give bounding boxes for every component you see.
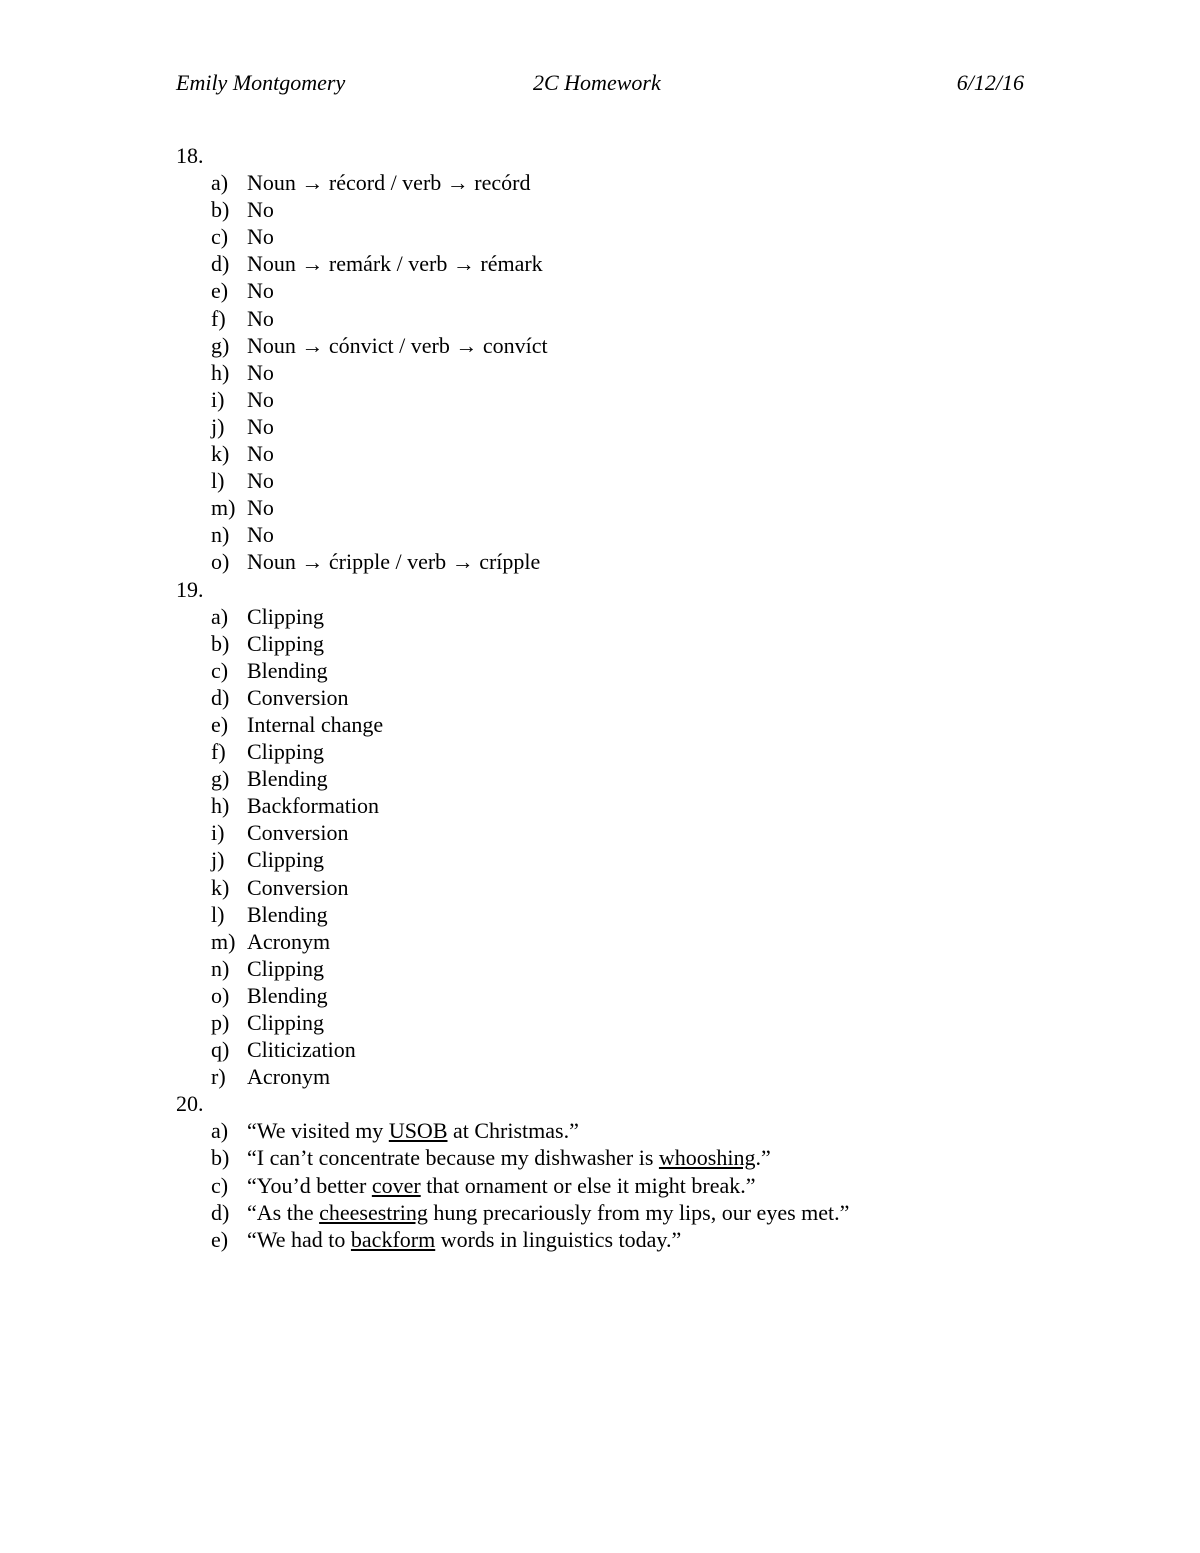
author-name: Emily Montgomery [176,70,346,95]
answer-item [176,332,1024,359]
item-answer [247,603,324,630]
answer-text: No [247,278,274,304]
answer-item [176,386,1024,413]
answer-text: words in linguistics today.” [435,1226,682,1252]
answer-item [176,630,1024,657]
item-letter: o) [211,982,230,1008]
answer-item [176,657,1024,684]
item-letter: l) [211,901,225,927]
item-answer [247,1144,771,1171]
item-letter: n) [211,522,230,548]
item-answer [247,277,274,304]
answer-item [176,250,1024,277]
answer-text: No [247,305,274,331]
item-answer [247,792,379,819]
answer-text: recórd [468,170,531,196]
item-letter: a) [211,170,229,196]
answer-item [176,738,1024,765]
item-answer [247,1009,324,1036]
item-letter: m) [211,495,236,521]
item-answer [247,1226,681,1253]
item-letter: n) [211,955,230,981]
item-answer [247,1172,756,1199]
item-letter: p) [211,1010,230,1035]
item-letter: c) [211,657,229,683]
answer-text: Clipping [247,1010,325,1035]
item-answer [247,1063,330,1090]
page-header [176,70,1024,102]
answer-item [176,846,1024,873]
answer-text: remárk / verb [323,251,453,277]
answer-item [176,169,1024,196]
item-letter: g) [211,766,230,792]
item-answer [247,955,324,982]
item-letter: e) [211,278,229,304]
answer-text: “We visited my [247,1118,389,1144]
answer-item [176,277,1024,304]
item-answer [247,928,330,955]
item-letter: d) [211,251,230,277]
item-answer [247,982,328,1009]
item-answer [247,196,274,223]
answer-item [176,765,1024,792]
item-answer [247,467,274,494]
answer-item [176,196,1024,223]
question-number: 19. [176,576,204,602]
answer-item [176,467,1024,494]
answer-text: Blending [247,657,328,683]
answer-text: cónvict / verb [323,332,456,358]
item-answer [247,1036,356,1063]
answer-item [176,684,1024,711]
item-letter: b) [211,197,230,223]
answer-item [176,305,1024,332]
answer-text: .” [755,1145,771,1171]
item-answer [247,332,548,359]
answer-text: No [247,468,274,494]
item-letter: a) [211,1118,229,1144]
arrow-right-icon: → [452,251,475,277]
arrow-right-icon: → [301,332,324,358]
item-letter: r) [211,1064,226,1090]
item-letter: j) [211,413,225,439]
item-answer [247,738,324,765]
item-answer [247,765,328,792]
arrow-right-icon: → [301,251,324,277]
answer-item [176,494,1024,521]
answer-text: Acronym [247,928,331,954]
answer-item [176,1036,1024,1063]
answer-text: Conversion [247,684,349,710]
answer-text: No [247,413,274,439]
answer-text: Noun [247,332,302,358]
item-answer [247,1199,849,1226]
document-date: 6/12/16 [956,70,1024,95]
answer-text: Noun [247,251,302,277]
item-letter: e) [211,1226,229,1252]
item-letter: a) [211,603,229,629]
answer-item [176,359,1024,386]
answer-text: “You’d better [247,1172,372,1198]
answer-text: rémark [474,251,543,277]
item-answer [247,386,274,413]
item-letter: f) [211,305,226,331]
item-letter: q) [211,1037,230,1063]
item-letter: b) [211,1145,230,1171]
item-answer [247,846,324,873]
underlined-word: whooshing [658,1145,756,1171]
item-letter: m) [211,928,236,954]
item-answer [247,521,274,548]
answer-text: No [247,197,274,223]
answer-text: Clipping [247,739,325,765]
answer-text: récord / verb [323,170,447,196]
answer-text: No [247,441,274,467]
question-number: 18. [176,143,204,168]
item-answer [247,169,530,196]
answers-list [176,142,1024,1253]
answer-item [176,1226,1024,1253]
item-letter: h) [211,793,230,819]
answer-text: Blending [247,766,328,792]
item-letter: o) [211,549,230,575]
answer-item [176,819,1024,846]
arrow-right-icon: → [451,549,474,575]
item-answer [247,630,324,657]
arrow-right-icon: → [301,170,324,196]
answer-text: at Christmas.” [447,1118,579,1144]
answer-text: No [247,359,274,385]
item-answer [247,413,274,440]
item-letter: d) [211,1199,230,1225]
item-letter: b) [211,630,230,656]
answer-text: No [247,224,274,250]
item-answer [247,901,328,928]
answer-item [176,901,1024,928]
answer-text: No [247,495,274,521]
item-letter: g) [211,332,230,358]
answer-item [176,874,1024,901]
answer-text: Blending [247,901,328,927]
item-answer [247,250,543,277]
answer-item [176,548,1024,575]
answer-text: Acronym [247,1064,331,1090]
underlined-word: cheesestring [319,1199,428,1225]
answer-item [176,1009,1024,1036]
answer-item [176,440,1024,467]
answer-text: “I can’t concentrate because my dishwasher is [247,1145,659,1171]
answer-item [176,711,1024,738]
answer-text: Clipping [247,847,325,873]
item-letter: f) [211,739,226,765]
arrow-right-icon: → [455,332,478,358]
answer-text: Conversion [247,820,349,846]
item-letter: k) [211,874,230,900]
item-answer [247,711,383,738]
answer-item [176,413,1024,440]
answer-text: “As the [247,1199,320,1225]
arrow-right-icon: → [301,549,324,575]
answer-item [176,928,1024,955]
item-letter: l) [211,468,225,494]
answer-item [176,792,1024,819]
item-answer [247,819,348,846]
item-letter: h) [211,359,230,385]
item-answer [247,494,274,521]
arrow-right-icon: → [446,170,469,196]
answer-item [176,982,1024,1009]
answer-item [176,1063,1024,1090]
answer-item [176,955,1024,982]
item-answer [247,1117,579,1144]
item-answer [247,874,348,901]
answer-text: ćripple / verb [323,549,452,575]
answer-text: No [247,522,274,548]
answer-text: Conversion [247,874,349,900]
answer-text: Cliticization [247,1037,356,1063]
item-letter: c) [211,1172,229,1198]
item-letter: e) [211,711,229,737]
item-answer [247,548,540,575]
item-answer [247,440,274,467]
item-answer [247,223,274,250]
answer-item [176,521,1024,548]
answer-text: Noun [247,549,302,575]
question-number: 20. [176,1091,204,1117]
item-letter: d) [211,684,230,710]
answer-text: Internal change [247,711,384,737]
answer-text: Blending [247,982,328,1008]
answer-text: hung precariously from my lips, our eyes met.” [427,1199,850,1225]
underlined-word: USOB [388,1118,448,1144]
answer-text: Clipping [247,955,325,981]
answer-text: Backformation [247,793,379,819]
item-answer [247,657,328,684]
answer-text: Clipping [247,603,325,629]
answer-item [176,603,1024,630]
answer-text: Noun [247,170,302,196]
answer-text: that ornament or else it might break.” [420,1172,756,1198]
item-answer [247,359,274,386]
item-letter: k) [211,441,230,467]
answer-text: No [247,386,274,412]
answer-item [176,1199,1024,1226]
item-letter: j) [211,847,225,873]
document-title: 2C Homework [533,70,661,95]
item-answer [247,684,348,711]
item-letter: c) [211,224,229,250]
underlined-word: backform [350,1226,436,1252]
answer-item [176,1117,1024,1144]
answer-text: Clipping [247,630,325,656]
answer-item [176,1172,1024,1199]
underlined-word: cover [371,1172,421,1198]
answer-text: “We had to [247,1226,351,1252]
item-answer [247,305,274,332]
answer-item [176,1144,1024,1171]
item-letter: i) [211,820,225,846]
answer-text: crípple [473,549,541,575]
item-letter: i) [211,386,225,412]
answer-text: convíct [477,332,548,358]
answer-item [176,223,1024,250]
